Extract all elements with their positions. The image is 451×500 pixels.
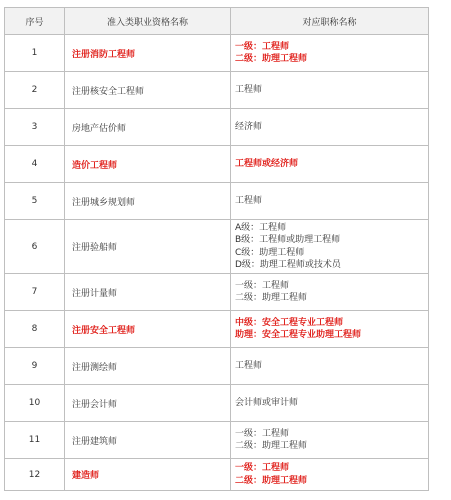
row-title-line: 一级：工程师 xyxy=(235,463,290,473)
table-row xyxy=(5,35,429,72)
row-title-line: B级：工程师或助理工程师 xyxy=(235,235,341,245)
row-titles xyxy=(231,146,429,183)
row-title-line: A级：工程师 xyxy=(235,222,287,233)
table-body xyxy=(5,35,429,491)
row-titles xyxy=(231,35,429,72)
row-qualification-name: 注册验船师 xyxy=(65,220,231,274)
row-title-line: 二级：助理工程师 xyxy=(235,54,308,64)
table-row xyxy=(5,146,429,183)
table-row xyxy=(5,385,429,422)
row-seq: 1 xyxy=(5,35,65,72)
row-titles xyxy=(231,183,429,220)
table-row xyxy=(5,274,429,311)
row-titles xyxy=(231,220,429,274)
row-titles xyxy=(231,311,429,348)
table-row xyxy=(5,348,429,385)
row-seq: 9 xyxy=(5,348,65,385)
table-row xyxy=(5,422,429,459)
row-seq: 3 xyxy=(5,109,65,146)
row-qualification-name: 建造师 xyxy=(65,459,231,491)
row-title-line: D级：助理工程师或技术员 xyxy=(235,260,341,270)
row-qualification-name: 注册会计师 xyxy=(65,385,231,422)
row-titles xyxy=(231,72,429,109)
row-title-line: 经济师 xyxy=(235,121,263,132)
row-titles xyxy=(231,348,429,385)
row-qualification-name: 注册建筑师 xyxy=(65,422,231,459)
row-title-line: 二级：助理工程师 xyxy=(235,441,308,451)
row-qualification-name: 造价工程师 xyxy=(65,146,231,183)
row-title-line: 一级：工程师 xyxy=(235,280,290,291)
row-title-line: 工程师 xyxy=(235,84,263,95)
header-qualification: 准入类职业资格名称 xyxy=(65,8,231,35)
row-seq: 11 xyxy=(5,422,65,459)
row-titles xyxy=(231,422,429,459)
row-title-line: 会计师或审计师 xyxy=(235,397,299,408)
table-row xyxy=(5,459,429,491)
row-title-line: 一级：工程师 xyxy=(235,41,290,52)
row-title-line: 工程师 xyxy=(235,195,263,206)
header-seq: 序号 xyxy=(5,8,65,35)
qualification-title-table xyxy=(4,7,429,491)
row-titles xyxy=(231,459,429,491)
row-qualification-name: 注册核安全工程师 xyxy=(65,72,231,109)
table-row xyxy=(5,183,429,220)
row-title-line: 工程师 xyxy=(235,360,263,371)
row-title-line: C级：助理工程师 xyxy=(235,247,305,258)
row-qualification-name: 注册安全工程师 xyxy=(65,311,231,348)
table-header-row xyxy=(5,8,429,35)
row-title-line: 二级：助理工程师 xyxy=(235,293,308,303)
row-qualification-name: 注册消防工程师 xyxy=(65,35,231,72)
row-qualification-name: 注册测绘师 xyxy=(65,348,231,385)
row-title-line: 一级：工程师 xyxy=(235,428,290,439)
row-title-line: 助理：安全工程专业助理工程师 xyxy=(235,330,362,340)
row-seq: 5 xyxy=(5,183,65,220)
row-seq: 2 xyxy=(5,72,65,109)
table-row xyxy=(5,311,429,348)
table-row xyxy=(5,109,429,146)
row-title-line: 中级：安全工程专业工程师 xyxy=(235,317,344,328)
row-titles xyxy=(231,109,429,146)
table-row xyxy=(5,220,429,274)
row-qualification-name: 注册计量师 xyxy=(65,274,231,311)
table-row xyxy=(5,72,429,109)
row-seq: 12 xyxy=(5,459,65,491)
row-titles xyxy=(231,385,429,422)
row-seq: 8 xyxy=(5,311,65,348)
row-qualification-name: 注册城乡规划师 xyxy=(65,183,231,220)
row-seq: 4 xyxy=(5,146,65,183)
row-seq: 10 xyxy=(5,385,65,422)
row-titles xyxy=(231,274,429,311)
row-title-line: 二级：助理工程师 xyxy=(235,475,308,486)
row-seq: 7 xyxy=(5,274,65,311)
row-title-line: 工程师或经济师 xyxy=(235,158,299,169)
row-qualification-name: 房地产估价师 xyxy=(65,109,231,146)
header-title: 对应职称名称 xyxy=(231,8,429,35)
row-seq: 6 xyxy=(5,220,65,274)
